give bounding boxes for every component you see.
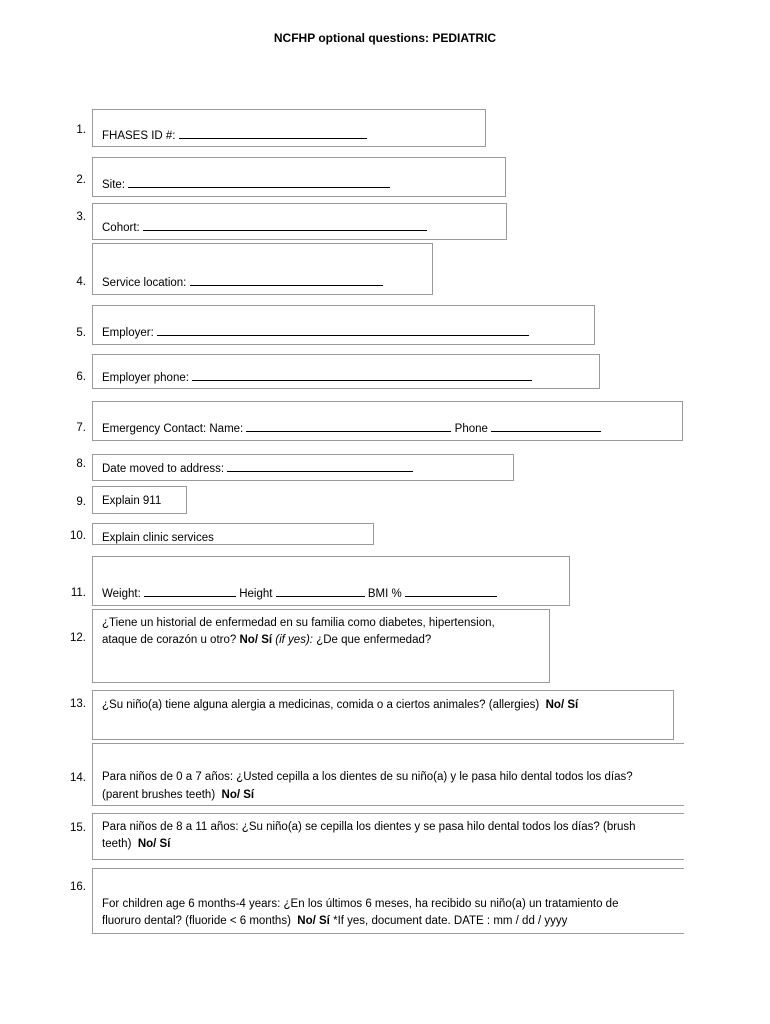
fluoride-line2 <box>102 913 567 930</box>
family-history-if-yes: (if yes): <box>275 634 313 646</box>
question-number: 4. <box>76 276 86 288</box>
fhases-id-row <box>102 127 367 145</box>
question-number: 12. <box>70 632 86 644</box>
service-location-label: Service location: <box>102 277 187 289</box>
family-history-line1: ¿Tiene un historial de enfermedad en su familia como diabetes, hipertension, <box>102 617 495 629</box>
date-moved-label: Date moved to address: <box>102 463 225 475</box>
height-blank[interactable] <box>276 585 365 597</box>
parent-brushes-teeth-yes-no[interactable]: No/ Sí <box>221 789 255 801</box>
allergies-yes-no[interactable]: No/ Sí <box>545 699 579 711</box>
date-moved-row <box>102 460 413 478</box>
family-history-line2 <box>102 632 431 649</box>
fluoride-yes-no[interactable]: No/ Sí <box>297 915 330 927</box>
question-number: 14. <box>70 772 86 784</box>
question-number: 9. <box>76 496 86 508</box>
child-brushes-teeth-note: teeth) <box>102 838 132 850</box>
explain-clinic-services-label: Explain clinic services <box>102 532 214 544</box>
date-moved-blank[interactable] <box>227 460 413 472</box>
site-blank[interactable] <box>128 176 390 188</box>
emergency-contact-phone-label: Phone <box>454 423 488 435</box>
bmi-blank[interactable] <box>405 585 497 597</box>
fluoride-question: fluoruro dental? (fluoride < 6 months) <box>102 915 291 927</box>
cohort-label: Cohort: <box>102 222 140 234</box>
question-number: 7. <box>76 422 86 434</box>
emergency-contact-phone-blank[interactable] <box>491 420 601 432</box>
explain-911-label: Explain 911 <box>102 495 162 507</box>
question-number: 1. <box>76 124 86 136</box>
fhases-id-label: FHASES ID #: <box>102 130 176 142</box>
site-label: Site: <box>102 179 126 191</box>
cohort-row <box>102 219 427 237</box>
question-number: 15. <box>70 822 86 834</box>
cohort-blank[interactable] <box>143 219 427 231</box>
emergency-contact-name-blank[interactable] <box>246 420 451 432</box>
parent-brushes-teeth-note: (parent brushes teeth) <box>102 789 216 801</box>
employer-phone-blank[interactable] <box>192 369 532 381</box>
parent-brushes-teeth-line2 <box>102 787 254 804</box>
weight-label: Weight: <box>102 588 141 600</box>
emergency-contact-row <box>102 420 601 438</box>
question-number: 11. <box>70 587 86 599</box>
employer-phone-row <box>102 369 532 387</box>
question-number: 2. <box>76 174 86 186</box>
child-brushes-teeth-line1: Para niños de 8 a 11 años: ¿Su niño(a) se cepilla los dientes y se pasa hilo dental todos los días? (brush <box>102 821 636 833</box>
weight-blank[interactable] <box>144 585 236 597</box>
allergies-question: ¿Su niño(a) tiene alguna alergia a medicinas, comida o a ciertos animales? (allergies) <box>102 699 540 711</box>
allergies-row <box>102 697 578 714</box>
site-row <box>102 176 390 194</box>
fhases-id-blank[interactable] <box>179 127 367 139</box>
question-number: 6. <box>76 371 86 383</box>
service-location-row <box>102 274 383 292</box>
employer-phone-label: Employer phone: <box>102 372 189 384</box>
fluoride-line1: For children age 6 months-4 years: ¿En los últimos 6 meses, ha recibido su niño(a) un tratamiento de <box>102 898 619 910</box>
family-history-which-disease: ¿De que enfermedad? <box>316 634 432 646</box>
family-history-question: ataque de corazón u otro? <box>102 634 237 646</box>
family-history-yes-no[interactable]: No/ Sí <box>239 634 273 646</box>
bmi-label: BMI % <box>367 588 402 600</box>
question-number: 3. <box>76 211 86 223</box>
employer-blank[interactable] <box>157 324 529 336</box>
child-brushes-teeth-yes-no[interactable]: No/ Sí <box>137 838 171 850</box>
question-number: 5. <box>76 327 86 339</box>
employer-row <box>102 324 529 342</box>
question-number: 8. <box>76 458 86 470</box>
fluoride-date-line[interactable]: *If yes, document date. DATE : mm / dd / yyyy <box>333 915 568 927</box>
page-title: NCFHP optional questions: PEDIATRIC <box>273 31 497 45</box>
employer-label: Employer: <box>102 327 154 339</box>
emergency-contact-label: Emergency Contact: Name: <box>102 423 244 435</box>
height-label: Height <box>239 588 273 600</box>
question-number: 16. <box>70 881 86 893</box>
service-location-blank[interactable] <box>190 274 383 286</box>
question-number: 13. <box>70 698 86 710</box>
weight-height-bmi-row <box>102 585 497 603</box>
child-brushes-teeth-line2 <box>102 836 170 853</box>
question-number: 10. <box>70 530 86 542</box>
parent-brushes-teeth-line1: Para niños de 0 a 7 años: ¿Usted cepilla a los dientes de su niño(a) y le pasa hilo dental todos los días? <box>102 771 633 783</box>
